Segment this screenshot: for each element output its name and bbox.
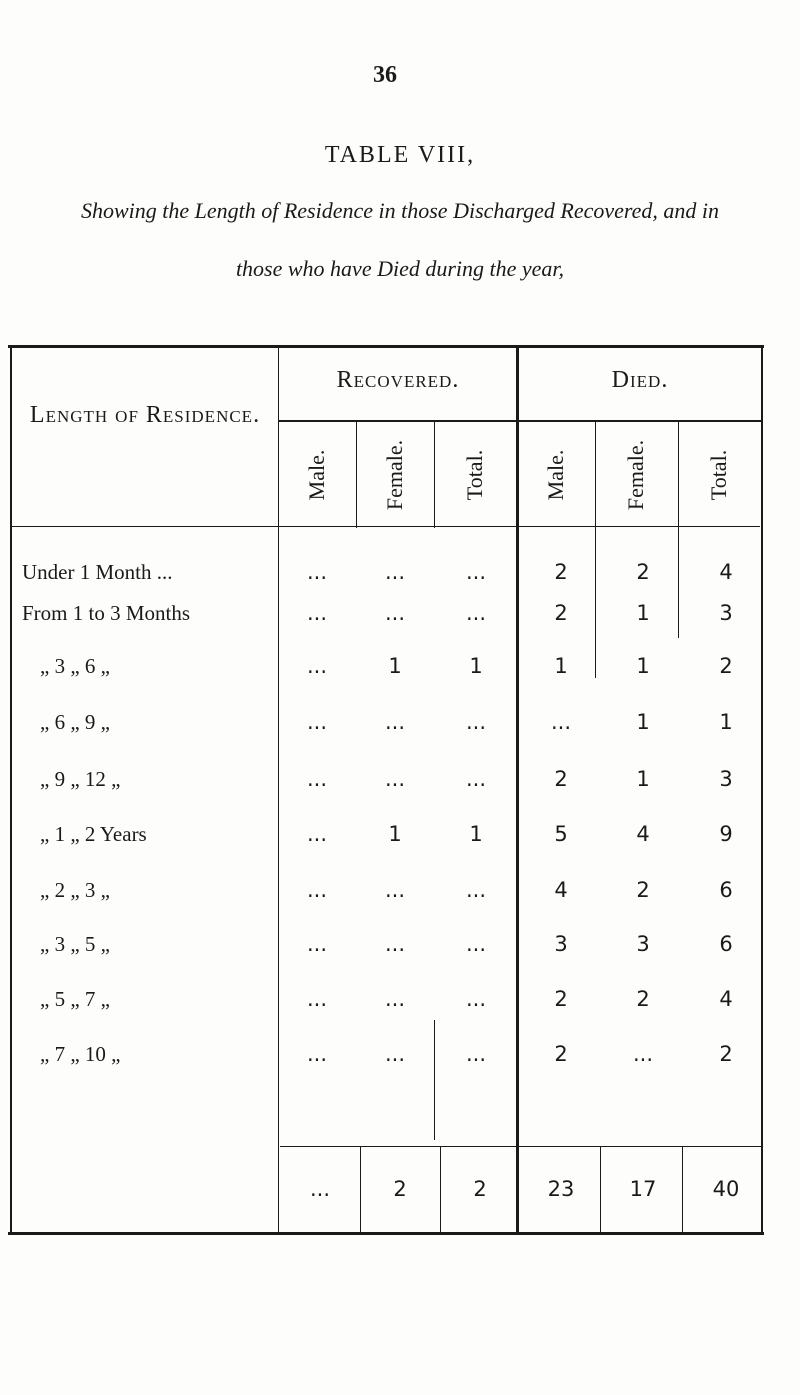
table-cell: 2 bbox=[719, 654, 733, 678]
table-cell: 1 bbox=[388, 822, 402, 846]
table-cell: ... bbox=[384, 767, 406, 791]
table-cell: 5 bbox=[554, 822, 568, 846]
table-cell: 1 bbox=[388, 654, 402, 678]
table-cell: ... bbox=[384, 601, 406, 625]
table-cell: ... bbox=[465, 767, 487, 791]
table-cell: ... bbox=[306, 1042, 328, 1066]
table-cell: 1 bbox=[636, 601, 650, 625]
row-label: „ 3 „ 5 „ bbox=[40, 932, 110, 956]
died-group-header: Died. bbox=[611, 367, 669, 393]
table-cell: ... bbox=[384, 932, 406, 956]
table-cell: ... bbox=[306, 710, 328, 734]
table-cell: 4 bbox=[719, 987, 733, 1011]
table-cell: 2 bbox=[636, 987, 650, 1011]
table-cell: 2 bbox=[636, 560, 650, 584]
row-label: „ 7 „ 10 „ bbox=[40, 1042, 121, 1066]
totals-divider-2 bbox=[440, 1146, 441, 1234]
table-cell: ... bbox=[384, 560, 406, 584]
row-label: „ 2 „ 3 „ bbox=[40, 878, 110, 902]
right-border bbox=[761, 345, 763, 1233]
table-cell: ... bbox=[306, 654, 328, 678]
table-cell: ... bbox=[306, 822, 328, 846]
totals-divider-3 bbox=[600, 1146, 601, 1234]
died-total-header: Total. bbox=[706, 449, 731, 501]
table-cell: 2 bbox=[719, 1042, 733, 1066]
table-cell: ... bbox=[465, 1042, 487, 1066]
table-cell: ... bbox=[306, 601, 328, 625]
totals-rule bbox=[280, 1146, 762, 1147]
table-cell: 2 bbox=[554, 767, 568, 791]
total-recovered-total: 2 bbox=[473, 1177, 487, 1201]
died-male-header: Male. bbox=[543, 449, 568, 501]
table-cell: 2 bbox=[554, 560, 568, 584]
row-label: Under 1 Month ... bbox=[22, 560, 173, 584]
table-cell: 2 bbox=[636, 878, 650, 902]
table-top-rule bbox=[8, 345, 764, 348]
totals-divider-4 bbox=[682, 1146, 683, 1234]
table-cell: 2 bbox=[554, 601, 568, 625]
table-cell: ... bbox=[306, 932, 328, 956]
died-female-header: Female. bbox=[623, 439, 648, 511]
table-cell: 1 bbox=[719, 710, 733, 734]
died-col-divider-1 bbox=[595, 420, 596, 528]
recovered-female-header: Female. bbox=[382, 439, 407, 511]
table-cell: ... bbox=[384, 1042, 406, 1066]
table-cell: 1 bbox=[636, 710, 650, 734]
table-cell: ... bbox=[465, 932, 487, 956]
table-cell: 6 bbox=[719, 878, 733, 902]
table-cell: 3 bbox=[719, 601, 733, 625]
total-died-female: 17 bbox=[629, 1177, 657, 1201]
table-cell: ... bbox=[306, 767, 328, 791]
recovered-total-header: Total. bbox=[462, 449, 487, 501]
table-cell: ... bbox=[465, 878, 487, 902]
table-cell: 6 bbox=[719, 932, 733, 956]
row-label: „ 3 „ 6 „ bbox=[40, 654, 110, 678]
table-cell: 1 bbox=[636, 767, 650, 791]
table-cell: 1 bbox=[636, 654, 650, 678]
total-died-total: 40 bbox=[712, 1177, 740, 1201]
table-cell: ... bbox=[384, 987, 406, 1011]
table-cell: 4 bbox=[636, 822, 650, 846]
length-of-residence-header: Length of Residence. bbox=[29, 402, 261, 428]
table-cell: 2 bbox=[554, 1042, 568, 1066]
total-recovered-female: 2 bbox=[393, 1177, 407, 1201]
table-cell: 2 bbox=[554, 987, 568, 1011]
caption-line-1: Showing the Length of Residence in those Discharged Recovered, and in bbox=[80, 198, 720, 223]
table-cell: ... bbox=[384, 878, 406, 902]
table-cell: 3 bbox=[719, 767, 733, 791]
table-cell: 9 bbox=[719, 822, 733, 846]
body-divider-1 bbox=[595, 528, 596, 678]
total-died-male: 23 bbox=[547, 1177, 575, 1201]
body-divider-3 bbox=[434, 1020, 435, 1140]
recovered-male-header: Male. bbox=[304, 449, 329, 501]
table-title: TABLE VIII, bbox=[324, 142, 476, 168]
table-cell: 4 bbox=[719, 560, 733, 584]
table-cell: 4 bbox=[554, 878, 568, 902]
table-cell: ... bbox=[465, 601, 487, 625]
recovered-col-divider-1 bbox=[356, 420, 357, 528]
table-cell: 1 bbox=[469, 654, 483, 678]
total-recovered-male: ... bbox=[309, 1177, 331, 1201]
table-cell: ... bbox=[465, 560, 487, 584]
table-cell: ... bbox=[306, 987, 328, 1011]
died-col-divider-2 bbox=[678, 420, 679, 528]
row-label: „ 5 „ 7 „ bbox=[40, 987, 110, 1011]
recovered-col-divider-2 bbox=[434, 420, 435, 528]
table-cell: ... bbox=[632, 1042, 654, 1066]
table-cell: ... bbox=[550, 710, 572, 734]
table-bottom-rule bbox=[8, 1232, 764, 1235]
row-label: From 1 to 3 Months bbox=[22, 601, 191, 625]
row-label: „ 6 „ 9 „ bbox=[40, 710, 110, 734]
table-cell: ... bbox=[465, 710, 487, 734]
left-border bbox=[10, 345, 12, 1233]
table-cell: ... bbox=[384, 710, 406, 734]
table-cell: ... bbox=[306, 878, 328, 902]
row-label: „ 9 „ 12 „ bbox=[40, 767, 121, 791]
table-cell: 1 bbox=[469, 822, 483, 846]
table-cell: 3 bbox=[554, 932, 568, 956]
table-cell: 1 bbox=[554, 654, 568, 678]
group-header-rule bbox=[278, 420, 762, 422]
recovered-group-header: Recovered. bbox=[336, 367, 460, 393]
totals-divider-1 bbox=[360, 1146, 361, 1234]
table-cell: ... bbox=[306, 560, 328, 584]
row-label: „ 1 „ 2 Years bbox=[40, 822, 147, 846]
table-cell: 3 bbox=[636, 932, 650, 956]
table-cell: ... bbox=[465, 987, 487, 1011]
page-number: 36 bbox=[373, 62, 397, 88]
group-divider bbox=[516, 345, 519, 1233]
body-divider-2 bbox=[678, 528, 679, 638]
caption-line-2: those who have Died during the year, bbox=[235, 256, 565, 281]
